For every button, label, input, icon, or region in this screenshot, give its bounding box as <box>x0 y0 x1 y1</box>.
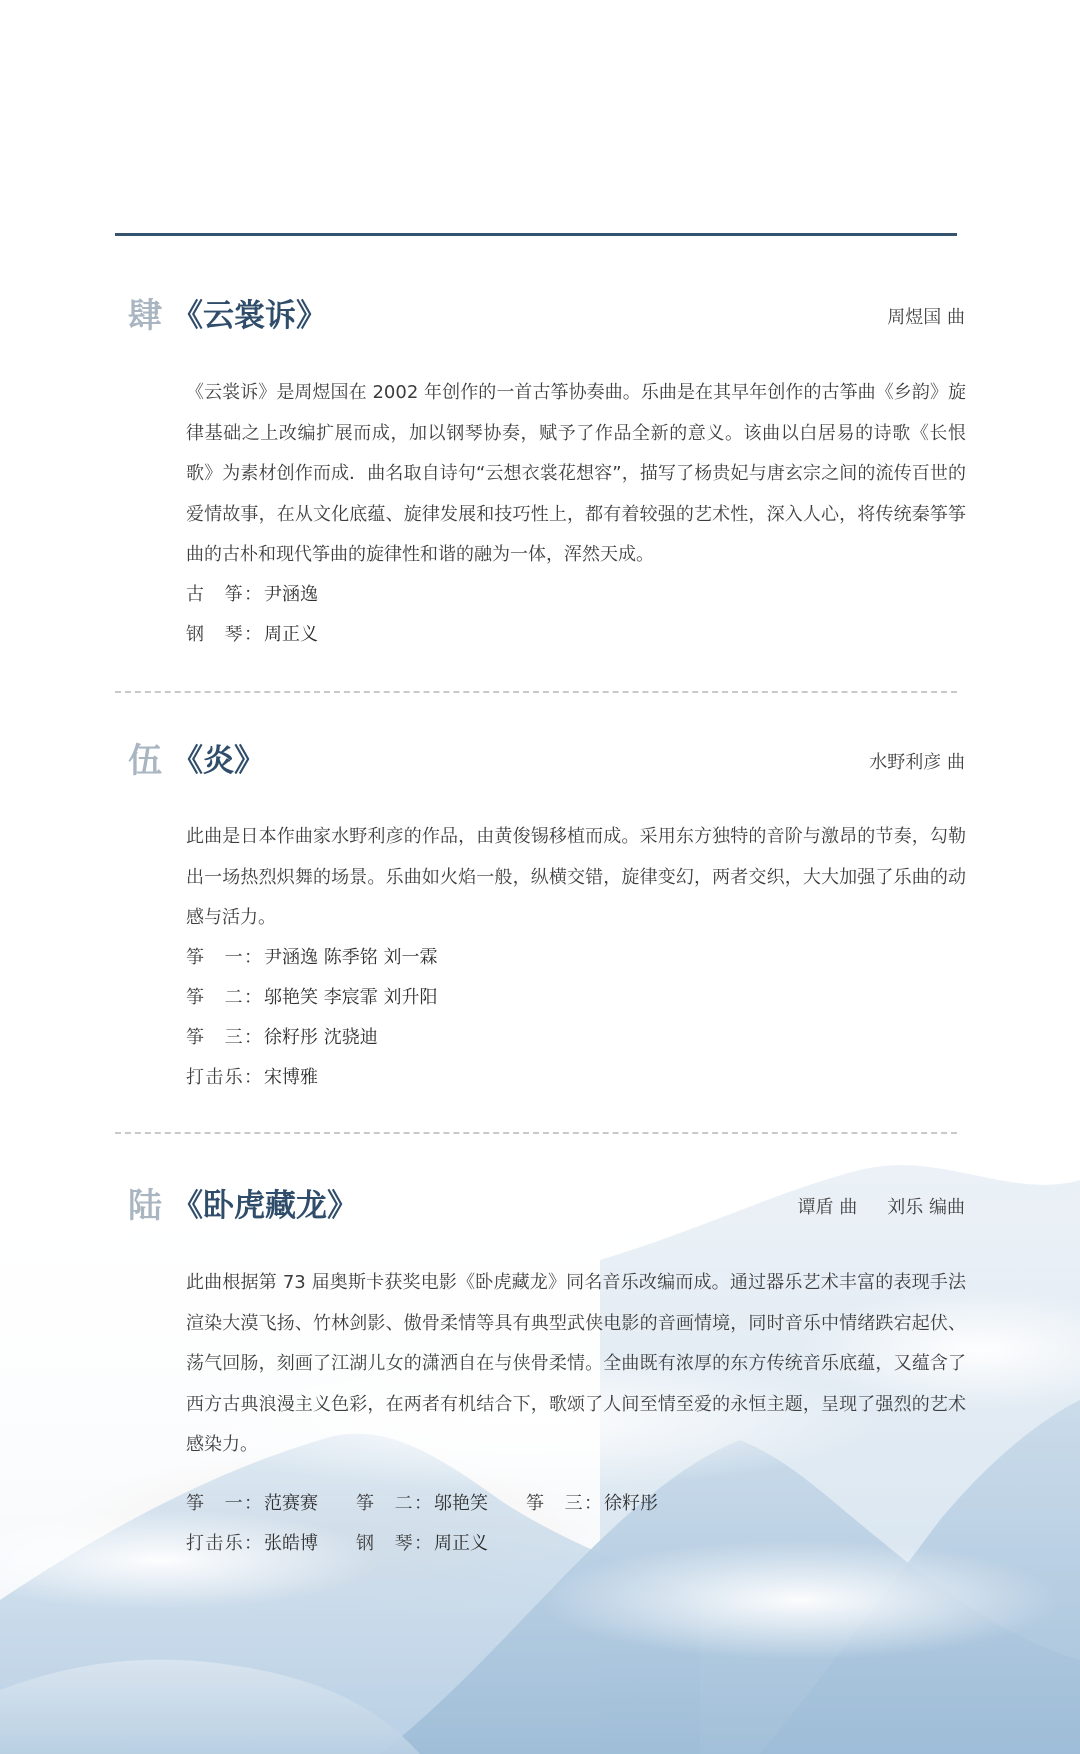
credit-item: 水野利彦 曲 <box>869 752 965 773</box>
section-description: 此曲是日本作曲家水野利彦的作品，由黄俊锡移植而成。采用东方独特的音阶与激昂的节奏，勾勒出一场热烈炽舞的场景。乐曲如火焰一般，纵横交错，旋律变幻，两者交织，大大加强了乐曲的动感与活力。 <box>186 826 966 928</box>
performer-row <box>186 575 318 615</box>
performer-row <box>186 615 318 655</box>
performer-names: 尹涵逸 <box>264 584 318 605</box>
performer-label: 筝 一： <box>186 1493 262 1514</box>
performer-names: 邬艳笑 李宸霏 刘升阳 <box>264 987 438 1008</box>
performer-label: 钢 琴： <box>186 624 262 645</box>
section-title: 《云裳诉》 <box>172 298 327 334</box>
section-title: 《炎》 <box>172 743 265 779</box>
performer-names: 邬艳笑 <box>434 1493 488 1514</box>
performer-label: 筝 二： <box>356 1493 432 1514</box>
performer-names: 徐籽彤 <box>604 1493 658 1514</box>
section-divider <box>115 691 957 693</box>
section-description: 此曲根据第 73 届奥斯卡获奖电影《卧虎藏龙》同名音乐改编而成。通过器乐艺术丰富的表现手法渲染大漠飞扬、竹林剑影、傲骨柔情等具有典型武侠电影的音画情境，同时音乐中情绪跌宕起伏、荡气回肠，刻画了江湖儿女的潇洒自在与侠骨柔情。全曲既有浓厚的东方传统音乐底蕴，又蕴含了西方古典浪漫主义色彩，在两者有机结合下，歌颂了人间至情至爱的永恒主题，呈现了强烈的艺术感染力。 <box>186 1272 966 1455</box>
section-numeral: 伍 <box>128 741 162 781</box>
composer-credit <box>798 1192 965 1224</box>
section-divider <box>115 1132 957 1134</box>
credit-item: 谭盾 曲 <box>797 1197 858 1218</box>
performer-label: 筝 三： <box>186 1027 262 1048</box>
performer-entry <box>356 1484 488 1524</box>
performer-row <box>186 1058 318 1098</box>
performer-label: 打击乐： <box>186 1067 262 1088</box>
performer-label: 打击乐： <box>186 1533 262 1554</box>
performer-names: 张皓博 <box>264 1533 318 1554</box>
section-numeral: 陆 <box>128 1186 162 1226</box>
performer-row <box>186 1018 378 1058</box>
performer-names: 范赛赛 <box>264 1493 318 1514</box>
section-title: 《卧虎藏龙》 <box>172 1188 358 1224</box>
performer-label: 古 筝： <box>186 584 262 605</box>
top-divider <box>115 233 957 236</box>
performer-label: 筝 一： <box>186 947 262 968</box>
performer-entry <box>356 1524 488 1564</box>
section-description: 《云裳诉》是周煜国在 2002 年创作的一首古筝协奏曲。乐曲是在其早年创作的古筝曲《乡韵》旋律基础之上改编扩展而成，加以钢琴协奏，赋予了作品全新的意义。该曲以白居易的诗歌《长恨歌》为素材创作而成．曲名取自诗句“云想衣裳花想容”，描写了杨贵妃与唐玄宗之间的流传百世的爱情故事，在从文化底蕴、旋律发展和技巧性上，都有着较强的艺术性，深入人心，将传统秦筝筝曲的古朴和现代筝曲的旋律性和谐的融为一体，浑然天成。 <box>186 382 966 565</box>
section-numeral: 肆 <box>128 296 162 336</box>
performer-names: 周正义 <box>264 624 318 645</box>
performer-row <box>186 938 437 978</box>
performer-label: 筝 二： <box>186 987 262 1008</box>
performer-entry <box>526 1484 658 1524</box>
performer-names: 周正义 <box>434 1533 488 1554</box>
performer-row <box>186 1484 696 1524</box>
performer-label: 钢 琴： <box>356 1533 432 1554</box>
composer-credit <box>887 302 965 334</box>
performer-row <box>186 978 437 1018</box>
credit-item: 刘乐 编曲 <box>887 1197 965 1218</box>
performer-names: 尹涵逸 陈季铭 刘一霖 <box>264 947 438 968</box>
composer-credit <box>869 747 965 779</box>
performer-label: 筝 三： <box>526 1493 602 1514</box>
credit-item: 周煜国 曲 <box>887 307 965 328</box>
performer-entry <box>186 1524 318 1564</box>
performer-names: 宋博雅 <box>264 1067 318 1088</box>
performer-entry <box>186 1484 318 1524</box>
performer-row <box>186 1524 526 1564</box>
performer-names: 徐籽彤 沈骁迪 <box>264 1027 378 1048</box>
